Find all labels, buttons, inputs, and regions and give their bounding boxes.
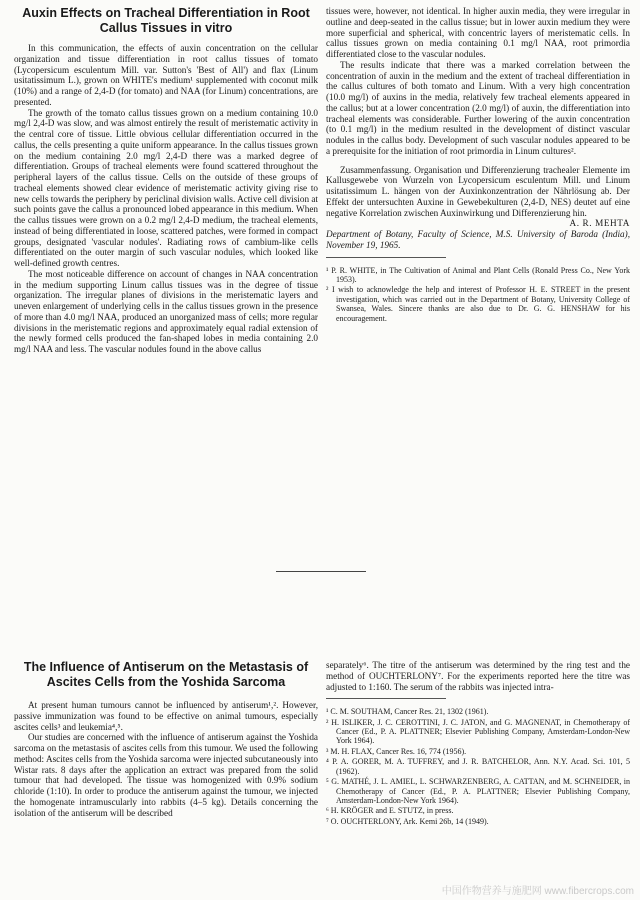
article2-paragraph: separately⁶. The titre of the antiserum was determined by the ring test and the method of OUCHTERLONY⁷. For the experiments reported here the titre was adjusted to 1:160. The serum of the rabbits was injected intra- — [326, 660, 630, 692]
reference: ⁷ O. OUCHTERLONY, Ark. Kemi 26b, 14 (1949). — [326, 816, 489, 826]
footnote-rule — [326, 257, 446, 258]
article1-paragraph: The growth of the tomato callus tissues grown on a medium containing 10.0 mg/l 2,4-D was slow, and was almost entirely the result of meristematic activity in the central core of tissue. Little obvious cellular differentiation occurred in the callus, the cells presenting a quite uniform appearance. In the callus tissues grown on the medium containing 2.0 mg/l 2,4-D there was a marked degree of differentiation. Groups of tracheal elements were found scattered throughout the peripheral layers of the callus tissue. Cells on the outside of these groups of tracheal elements showed clear evidence of meristematic activity giving rise to new cells towards the periphery by periclinal division walls. Active cell division at such points gave the callus a pronounced lobed appearance in this medium. When the callus tissues were grown on a 0.2 mg/l 2,4-D medium, the tracheal elements, instead of being differentiated in loose, scattered patches, were formed in compact groups, designated 'vascular nodules'. Radiating rows of cambium-like cells differentiated on the outer margin of such vascular nodules, which looked like well-defined growth centres. — [14, 107, 318, 268]
reference: ² H. ISLIKER, J. C. CEROTTINI, J. C. JATON, and G. MAGNENAT, in Chemotherapy of Cancer (Ed., P. A. PLATTNER; Elsevier Publishing Company, Amsterdam-London-New York 1964). — [326, 717, 630, 746]
reference: ³ M. H. FLAX, Cancer Res. 16, 774 (1956). — [326, 746, 467, 756]
reference: ⁶ H. KRÖGER and E. STUTZ, in press. — [326, 806, 454, 816]
article1-summary: Zusammenfassung. Organisation und Differenzierung trachealer Elemente im Kallusgewebe von Wurzeln von Lycopersicum esculentum Mill. und Linum usitatissimum L. hängen von der Auxinkonzentration der Nährlösung ab. Der Effekt der untersuchten Auxine in Gewebekulturen (2,4-D, NES) deutet auf eine negative Korrelation zwischen Auxinwirkung und Differenzierung hin. — [326, 164, 630, 218]
article1-paragraph: In this communication, the effects of auxin concentration on the cellular organization and tissue differentiation in root callus tissues of tomato (Lycopersicum esculentum Mill. var. Sutton's 'Best of All') and flax (Linum usitatissimum L.), grown on WHITE's medium¹ supplemented with coconut milk (10%) and a range of 2,4-D (for tomato) and NAA (for Linum) concentrations, are presented. — [14, 43, 318, 107]
reference: ⁵ G. MATHÉ, J. L. AMIEL, L. SCHWARZENBERG, A. CATTAN, and M. SCHNEIDER, in Chemotherapy of Cancer (Ed., P. A. PLATTNER; Elsevier Publishing Company, Amsterdam-London-New York 1964). — [326, 777, 630, 805]
article2-right-column — [326, 660, 630, 898]
reference: ¹ C. M. SOUTHAM, Cancer Res. 21, 1302 (1961). — [326, 707, 489, 717]
reference-rule — [326, 698, 446, 699]
article2-paragraph: At present human tumours cannot be influenced by antiserum¹,². However, passive immunization was found to be effective on animal tumours, especially ascites cells³ and leukemia⁴,⁵. — [14, 700, 318, 732]
reference: ⁴ P. A. GORER, M. A. TUFFREY, and J. R. BATCHELOR, Ann. N.Y. Acad. Sci. 101, 5 (1962). — [326, 757, 630, 776]
article2-paragraph: Our studies are concerned with the influence of antiserum against the Yoshida sarcoma on the metastasis of ascites cells from this tumour. We used the following method: Ascites cells from the Yoshida sarcoma were injected subcutaneously into Wistar rats. 8 days after the application an extract was prepared from the solid tumour that had developed. The tissue was homogenized with 0.9% sodium chloride (1:10). In order to produce the antiserum against the tumour, we injected the homogenate intramuscularly into rabbits (4–5 kg). Details concerning the isolation of the antiserum will be described — [14, 732, 318, 818]
footnote: ¹ P. R. WHITE, in The Cultivation of Animal and Plant Cells (Ronald Press Co., New York 1953). — [326, 265, 630, 284]
article2-title: The Influence of Antiserum on the Metastasis of Ascites Cells from the Yoshida Sarcoma — [23, 660, 309, 689]
article1-paragraph: The results indicate that there was a marked correlation between the concentration of auxin in the medium and the extent of tracheal differentiation in the callus cultures of both tomato and Linum. With a very high concentration (10.0 mg/l) of auxins in the media, relatively few tracheal elements appeared in the callus; but at a lower concentration (2.0 mg/l) of auxin, the differentiation into tracheal elements was considerable. Further lowering of the auxin concentration (to 0.1 mg/l) in the medium resulted in the development of distinct vascular nodules in the callus body. Development of such vascular nodules appeared to be a prerequisite for the initiation of root primordia in Linum cultures². — [326, 59, 630, 156]
author-affiliation: Department of Botany, Faculty of Science, M.S. University of Baroda (India), November 19, 1965. — [326, 229, 630, 250]
article1-title: Auxin Effects on Tracheal Differentiation in Root Callus Tissues in vitro — [22, 6, 310, 35]
article2-left-column — [14, 660, 318, 898]
article1-paragraph: tissues were, however, not identical. In higher auxin media, they were irregular in outline and deep-seated in the callus tissue; but in lower auxin medium they were more superficial and spherical, with concentric layers of meristematic cells. In callus tissues grown on media containing 0.1 mg/l NAA, root primordia differentiated close to the vascular nodules. — [326, 6, 630, 59]
article1-right-column — [326, 6, 630, 552]
article1-left-column — [14, 6, 318, 552]
author-signature: A. R. MEHTA — [569, 218, 630, 229]
article-separator — [276, 571, 366, 572]
article1-paragraph: The most noticeable difference on account of changes in NAA concentration in the medium supporting Linum callus tissues was in the degree of tissue organization. The irregular planes of divisions in the meristematic layers and uneven enlargement of underlying cells in the callus tissues grown in the presence of more than 4.0 mg/l NAA, produced an unorganized mass of cells; more regular divisions in the meristematic regions and approximately equal radial extension of the newly formed cells produced the fan-shaped lobes in media containing 2.0 mg/l NAA and less. The vascular nodules found in the above callus — [14, 268, 318, 354]
watermark: 中国作物营养与施肥网 www.fibercrops.com — [441, 886, 634, 897]
footnote: ² I wish to acknowledge the help and interest of Professor H. E. STREET in the present investigation, which was carried out in the Department of Botany, University College of Swansea, Wales. Sincere thanks are also due to Dr. G. G. HENSHAW for his encouragement. — [326, 285, 630, 323]
